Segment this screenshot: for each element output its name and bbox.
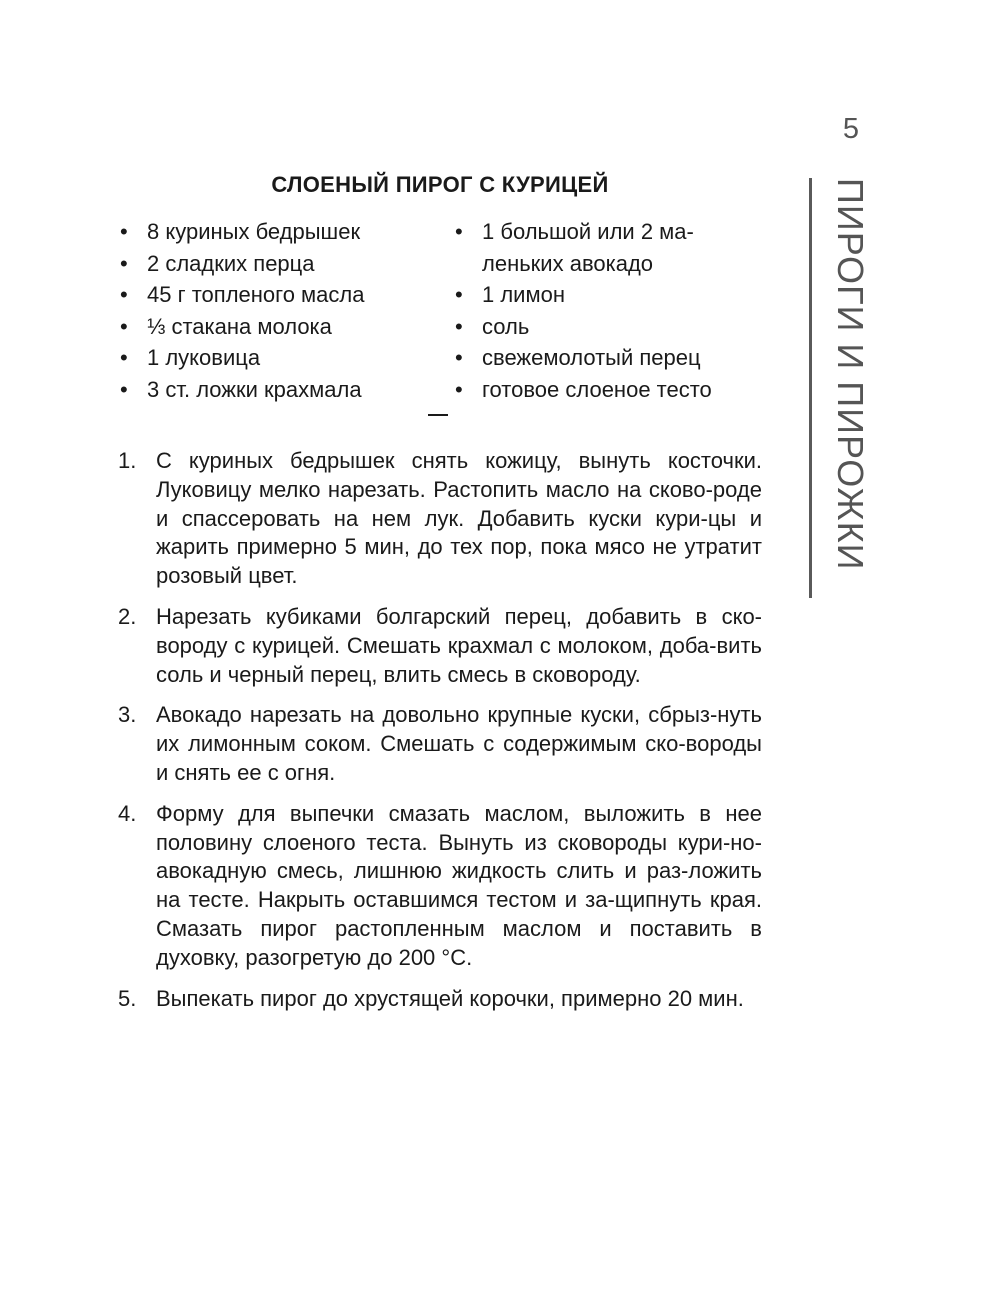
ingredient-text: 45 г топленого масла — [147, 282, 365, 307]
ingredient-item — [120, 311, 420, 343]
bullet-icon: • — [120, 376, 128, 402]
ingredient-text: 8 куриных бедрышек — [147, 219, 361, 244]
ingredient-item — [120, 248, 420, 280]
bullet-icon: • — [120, 219, 128, 244]
step-text: Нарезать кубиками болгарский перец, добавить в ско-вороду с курицей. Смешать крахмал с молоком, доба-вить соль и черный перец, влить смесь в сковороду. — [156, 603, 762, 687]
steps-list — [118, 447, 762, 1025]
bullet-icon: • — [120, 313, 128, 339]
ingredient-item — [455, 342, 745, 374]
step-item — [118, 701, 762, 787]
step-text: С куриных бедрышек снять кожицу, вынуть косточки. Луковицу мелко нарезать. Растопить масло на сково-роде и спассеровать на нем лук. Добавить куски кури-цы и жарить примерно 5 мин, до тех пор, пока мясо не утратит розовый цвет. — [156, 448, 762, 589]
ingredient-text: 2 сладких перца — [147, 250, 315, 276]
page-number: 5 — [842, 113, 860, 145]
ingredient-item — [455, 279, 745, 311]
bullet-icon: • — [120, 345, 128, 370]
step-text: Форму для выпечки смазать маслом, выложить в нее половину слоеного теста. Вынуть из сковороды кури-но-авокадную смесь, лишнюю жидкость слить и раз-ложить на тесте. Накрыть оставшимся тестом и за-щипнуть края. Смазать пирог растопленным маслом и поставить в духовку, разогретую до 200 °С. — [156, 800, 762, 970]
step-item — [118, 985, 762, 1014]
ingredients-list-right — [455, 216, 745, 405]
step-number: 2. — [118, 603, 137, 629]
bullet-icon: • — [120, 250, 128, 276]
step-text: Авокадо нарезать на довольно крупные куски, сбрыз-нуть их лимонным соком. Смешать с содержимым ско-вороды и снять ее с огня. — [156, 702, 762, 785]
ingredient-text: 1 лимон — [482, 282, 565, 307]
bullet-icon: • — [455, 219, 463, 244]
ingredient-text: готовое слоеное тесто — [482, 376, 712, 402]
ingredient-item — [120, 374, 420, 406]
ingredient-item — [455, 374, 745, 406]
bullet-icon: • — [455, 376, 463, 402]
chapter-title: ПИРОГИ И ПИРОЖКИ — [830, 178, 871, 571]
step-number: 3. — [118, 702, 137, 728]
section-separator — [428, 414, 448, 416]
ingredients-list-left — [120, 216, 420, 405]
step-text: Выпекать пирог до хрустящей корочки, примерно 20 мин. — [156, 985, 744, 1011]
step-number: 4. — [118, 800, 137, 826]
ingredient-text: 1 луковица — [147, 345, 261, 370]
step-item — [118, 800, 762, 973]
ingredient-text: 1 большой или 2 ма-леньких авокадо — [482, 219, 694, 276]
recipe-title: СЛОЕНЫЙ ПИРОГ С КУРИЦЕЙ — [271, 172, 609, 197]
ingredient-text: 3 ст. ложки крахмала — [147, 376, 362, 402]
step-number: 5. — [118, 985, 137, 1011]
step-item — [118, 447, 762, 591]
step-item — [118, 603, 762, 689]
chapter-divider-line — [809, 178, 812, 598]
bullet-icon: • — [455, 345, 463, 370]
ingredient-item — [120, 342, 420, 374]
bullet-icon: • — [120, 282, 128, 307]
ingredient-item — [120, 279, 420, 311]
ingredient-text: соль — [482, 313, 530, 339]
ingredient-item — [120, 216, 420, 248]
ingredient-item — [455, 311, 745, 343]
step-number: 1. — [118, 448, 137, 473]
ingredient-text: свежемолотый перец — [482, 345, 701, 370]
bullet-icon: • — [455, 313, 463, 339]
ingredient-item — [455, 216, 745, 279]
ingredient-text: ⅓ стакана молока — [147, 313, 332, 339]
bullet-icon: • — [455, 282, 463, 307]
